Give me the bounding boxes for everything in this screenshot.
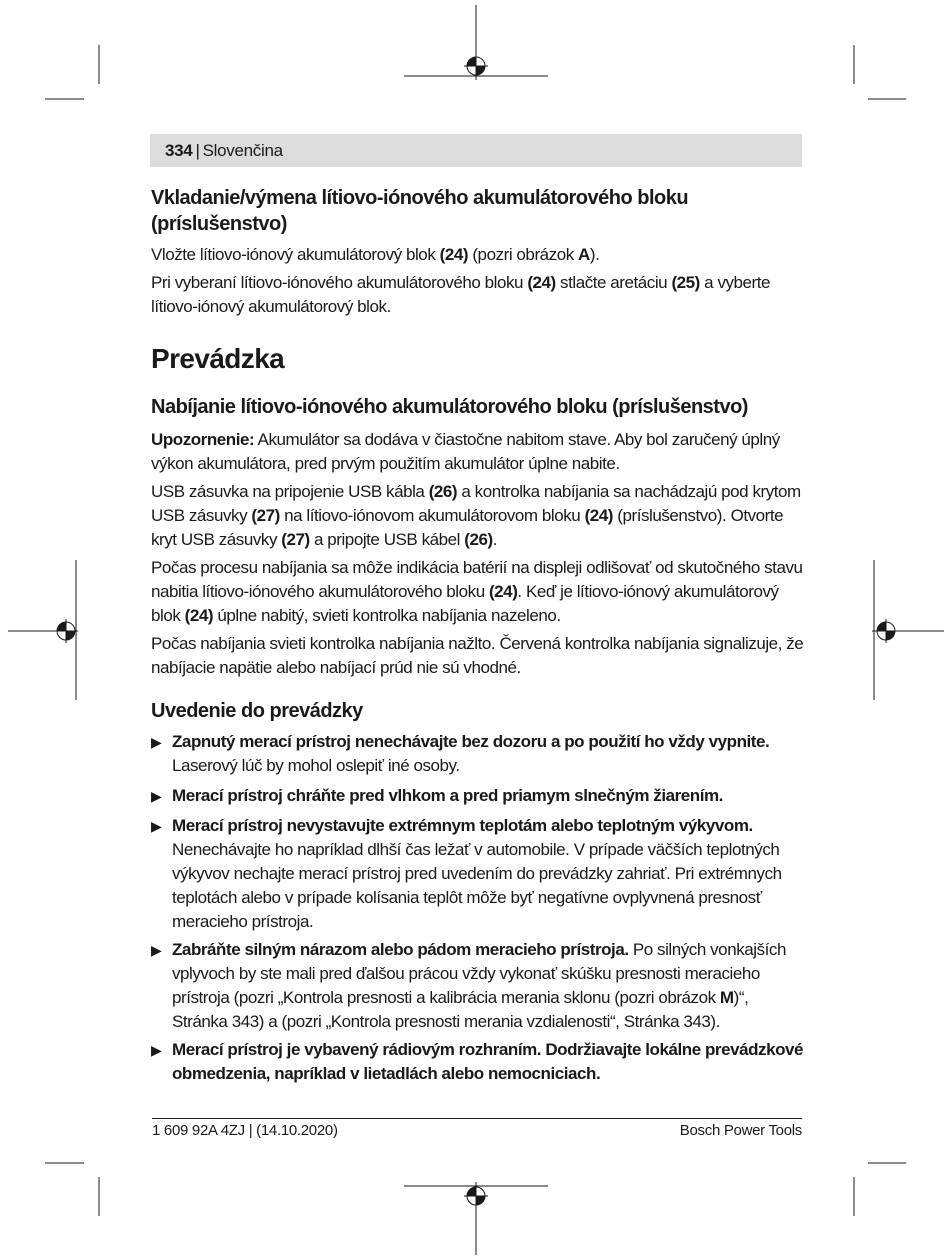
list-item: ▶ Zabráňte silným nárazom alebo pádom meracieho prístroja. Po silných vonkajších vplyvoch by ste mali pred ďalšou prácou vždy vykonať skúšku presnosti meracieho prístroja (pozri „Kontrola presnosti a kalibrácia merania sklonu (pozri obrázok M)“, Stránka 343) a (pozri „Kontrola presnosti merania vzdialenosti“, Stránka 343).	[151, 940, 786, 1031]
battery-insert-paragraph-1: Vložte lítiovo-iónový akumulátorový blok (24) (pozri obrázok A).	[151, 245, 600, 264]
bullet-arrow-icon: ▶	[151, 788, 162, 804]
charging-paragraph-3: Počas procesu nabíjania sa môže indikácia batérií na displeji odlišovať od skutočného stavu nabitia lítiovo-iónového akumulátorového bloku (24). Keď je lítiovo-iónový akumulátorový blok (24) úplne nabitý, svieti kontrolka nabíjania nazeleno.	[151, 558, 803, 625]
battery-insert-heading: Vkladanie/výmena lítiovo-iónového akumulátorového bloku (príslušenstvo)	[151, 187, 689, 235]
charging-paragraph-1: Upozornenie: Akumulátor sa dodáva v čiastočne nabitom stave. Aby bol zaručený úplný výkon akumulátora, pred prvým použitím akumulátor úplne nabite.	[151, 430, 780, 473]
startup-heading: Uvedenie do prevádzky	[151, 700, 363, 722]
bullet-arrow-icon: ▶	[151, 818, 162, 834]
list-item: ▶ Merací prístroj je vybavený rádiovým rozhraním. Dodržiavajte lokálne prevádzkové obmedzenia, napríklad v lietadlách alebo nemocniciach.	[151, 1040, 804, 1083]
list-item: ▶ Merací prístroj chráňte pred vlhkom a pred priamym slnečným žiarením.	[151, 784, 806, 808]
charging-paragraph-4: Počas nabíjania svieti kontrolka nabíjania nažlto. Červená kontrolka nabíjania signalizuje, že nabíjacie napätie alebo nabíjací prúd nie sú vhodné.	[151, 634, 804, 677]
footer-brand: Bosch Power Tools	[679, 1122, 802, 1139]
battery-insert-paragraph-2: Pri vyberaní lítiovo-iónového akumulátorového bloku (24) stlačte aretáciu (25) a vyberte lítiovo-iónový akumulátorový blok.	[151, 273, 771, 316]
header-language: Slovenčina	[202, 141, 283, 160]
charging-heading: Nabíjanie lítiovo-iónového akumulátorového bloku (príslušenstvo)	[151, 396, 748, 418]
charging-paragraph-2: USB zásuvka na pripojenie USB kábla (26) a kontrolka nabíjania sa nachádzajú pod krytom USB zásuvky (27) na lítiovo-iónovom akumulátorovom bloku (24) (príslušenstvo). Otvorte kryt USB zásuvky (27) a pripojte USB kábel (26).	[151, 482, 801, 549]
list-item: ▶ Merací prístroj nevystavujte extrémnym teplotám alebo teplotným výkyvom. Nenechávajte ho napríklad dlhší čas ležať v automobile. V prípade väčších teplotných výkyvov nechajte merací prístroj pred uvedením do prevádzky zahriať. Pri extrémnych teplotách alebo v prípade kolísania teplôt môže byť negatívne ovplyvnená presnosť meracieho prístroja.	[151, 816, 782, 931]
header-separator: |	[195, 141, 200, 160]
operation-heading: Prevádzka	[151, 343, 285, 374]
page-header	[150, 134, 802, 167]
footer-doc-id: 1 609 92A 4ZJ | (14.10.2020)	[152, 1122, 338, 1139]
startup-list	[151, 730, 806, 1086]
page-content	[151, 183, 806, 1086]
bullet-arrow-icon: ▶	[151, 942, 162, 958]
bullet-arrow-icon: ▶	[151, 1042, 162, 1058]
list-item: ▶ Zapnutý merací prístroj nenechávajte bez dozoru a po použití ho vždy vypnite. Laserový lúč by mohol oslepiť iné osoby.	[151, 732, 770, 775]
page-number: 334	[165, 141, 193, 160]
bullet-arrow-icon: ▶	[151, 734, 162, 750]
page-footer	[152, 1118, 802, 1142]
